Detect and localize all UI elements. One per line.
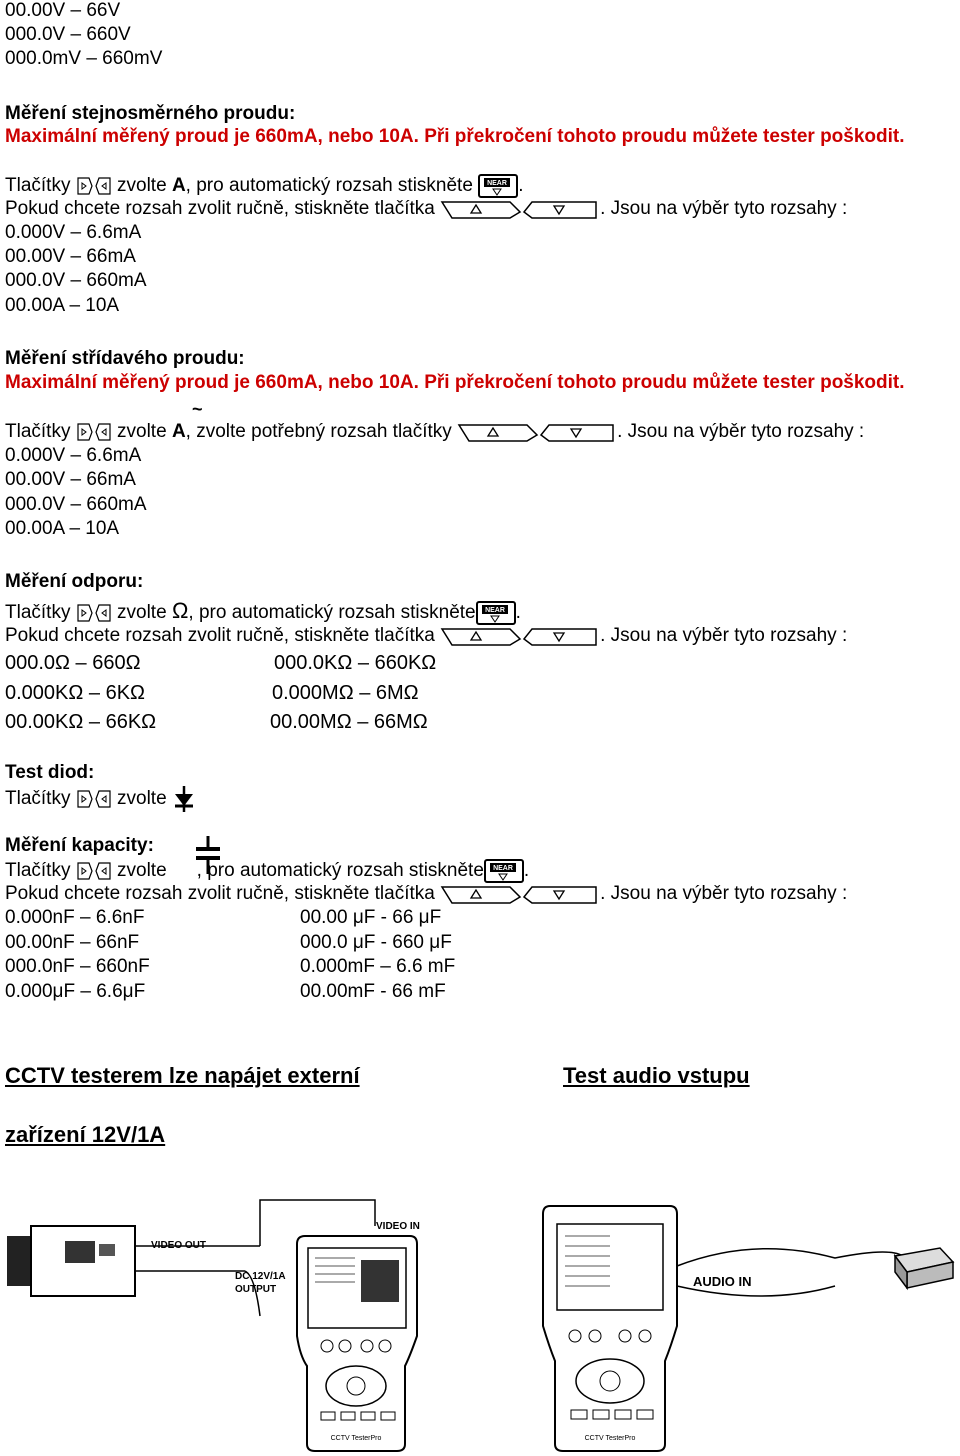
- dc-manual-line: [5, 198, 847, 220]
- capacity-heading: Měření kapacity:: [5, 835, 154, 856]
- res-line1-d: .: [515, 602, 521, 623]
- cap-range-right-4: 00.00mF - 66 mF: [300, 981, 446, 1002]
- res-range-right-1: 000.0KΩ – 660KΩ: [274, 652, 437, 674]
- dc-line1-d: .: [518, 175, 524, 197]
- cap-range-right-2: 000.0 μF - 660 μF: [300, 932, 452, 953]
- ac-range-3: 000.0V – 660mA: [5, 494, 147, 515]
- select-buttons-icon: [76, 789, 112, 809]
- power-heading-2: zařízení 12V/1A: [5, 1122, 166, 1147]
- res-line2-b: . Jsou na výběr tyto rozsahy :: [600, 625, 848, 647]
- res-line1-b: zvolte: [117, 602, 167, 623]
- ac-heading: Měření střídavého proudu:: [5, 348, 245, 369]
- cap-range-left-2: 00.00nF – 66nF: [5, 932, 140, 953]
- tester-name-right: CCTV TesterPro: [584, 1435, 636, 1442]
- svg-text:NEAR: NEAR: [492, 865, 513, 872]
- resistance-heading: Měření odporu:: [5, 571, 144, 592]
- ac-range-1: 0.000V – 6.6mA: [5, 445, 142, 466]
- video-in-label: VIDEO IN: [376, 1221, 420, 1232]
- cap-range-left-1: 0.000nF – 6.6nF: [5, 907, 145, 928]
- video-out-label: VIDEO OUT: [151, 1240, 207, 1251]
- near-button-icon: [484, 859, 524, 883]
- capacity-select-line: [5, 859, 529, 883]
- up-down-buttons-icon: [457, 421, 617, 443]
- ac-warning-b: Při překročení tohoto proudu můžete tester poškodit.: [424, 372, 905, 393]
- ac-tilde: ~: [192, 399, 203, 419]
- dc-range-1: 0.000V – 6.6mA: [5, 222, 142, 243]
- cap-line2-b: . Jsou na výběr tyto rozsahy :: [600, 883, 848, 905]
- select-buttons-icon: [76, 603, 112, 623]
- res-range-left-3: 00.00KΩ – 66KΩ: [5, 711, 157, 733]
- dc-line2-a: Pokud chcete rozsah zvolit ručně, stiskněte tlačítka: [5, 198, 435, 220]
- cap-line1-d: .: [523, 860, 530, 882]
- diode-icon: [172, 786, 196, 812]
- figure-audio: [535, 1196, 955, 1454]
- camera-icon: [7, 1226, 260, 1296]
- cap-range-left-3: 000.0nF – 660nF: [5, 956, 150, 977]
- dc-select-line: [5, 174, 523, 198]
- cap-line1-a: Tlačítky: [5, 860, 71, 882]
- top-range-3: 000.0mV – 660mV: [5, 48, 163, 69]
- res-range-left-1: 000.0Ω – 660Ω: [5, 652, 141, 674]
- ac-warning: [5, 372, 905, 394]
- resistance-manual-line: [5, 625, 847, 647]
- ac-warning-a: Maximální měřený proud je 660mA, nebo 10A.: [5, 372, 419, 393]
- dc-range-2: 00.00V – 66mA: [5, 246, 136, 267]
- tester-name-left: CCTV TesterPro: [330, 1435, 382, 1442]
- figure-power-video: [5, 1196, 425, 1454]
- res-line1-a: Tlačítky: [5, 602, 71, 623]
- svg-text:NEAR: NEAR: [487, 180, 508, 187]
- cap-range-right-1: 00.00 μF - 66 μF: [300, 907, 442, 928]
- ac-select-line: [5, 421, 864, 443]
- svg-text:NEAR: NEAR: [484, 606, 505, 614]
- up-down-buttons-icon: [440, 883, 600, 905]
- audio-source-device-icon: [895, 1248, 953, 1288]
- cap-range-right-3: 0.000mF – 6.6 mF: [300, 956, 456, 977]
- dc-range-3: 000.0V – 660mA: [5, 270, 147, 291]
- dc-output-label-2: OUTPUT: [235, 1284, 277, 1295]
- ac-line1-c: , zvolte potřebný rozsah tlačítky: [185, 421, 452, 443]
- select-buttons-icon: [76, 422, 112, 442]
- select-buttons-icon: [76, 176, 112, 196]
- res-range-left-2: 0.000KΩ – 6KΩ: [5, 682, 145, 704]
- cap-line1-b: zvolte: [117, 860, 167, 882]
- dc-line1-a: Tlačítky: [5, 175, 71, 197]
- resistance-select-line: [5, 600, 521, 625]
- dc-line1-unit: A: [171, 175, 186, 197]
- ac-range-2: 00.00V – 66mA: [5, 469, 136, 490]
- cap-line2-a: Pokud chcete rozsah zvolit ručně, stiskněte tlačítka: [5, 883, 435, 905]
- power-heading-1: CCTV testerem lze napájet externí: [5, 1063, 360, 1088]
- dc-warning: Maximální měřený proud je 660mA, nebo 10A. Při překročení tohoto proudu můžete tester poškodit.: [5, 126, 905, 147]
- capacity-manual-line: [5, 883, 847, 905]
- res-range-right-3: 00.00MΩ – 66MΩ: [270, 711, 428, 733]
- dc-heading: Měření stejnosměrného proudu:: [5, 103, 296, 124]
- near-button-icon: [476, 601, 516, 625]
- ac-line1-d: . Jsou na výběr tyto rozsahy :: [617, 421, 865, 443]
- tester-device-icon: [297, 1236, 417, 1451]
- ac-line1-b: zvolte: [117, 421, 167, 443]
- near-button-icon: [478, 174, 518, 198]
- dc-line1-c: , pro automatický rozsah stiskněte: [185, 175, 473, 197]
- cap-line1-c: , pro automatický rozsah stiskněte: [196, 860, 484, 882]
- cap-range-left-4: 0.000μF – 6.6μF: [5, 981, 146, 1002]
- diode-line-a: Tlačítky: [5, 788, 71, 810]
- select-buttons-icon: [76, 861, 112, 881]
- up-down-buttons-icon: [440, 198, 600, 220]
- tester-device-icon: [543, 1206, 677, 1451]
- diode-line: [5, 786, 196, 812]
- diode-line-b: zvolte: [117, 788, 167, 810]
- audio-heading: Test audio vstupu: [563, 1063, 750, 1088]
- top-range-1: 00.00V – 66V: [5, 0, 121, 21]
- ac-line1-unit: A: [171, 421, 186, 443]
- top-range-2: 000.0V – 660V: [5, 24, 131, 45]
- up-down-buttons-icon: [440, 625, 600, 647]
- res-range-right-2: 0.000MΩ – 6MΩ: [272, 682, 419, 704]
- dc-line2-b: . Jsou na výběr tyto rozsahy :: [600, 198, 848, 220]
- res-line2-a: Pokud chcete rozsah zvolit ručně, stiskněte tlačítka: [5, 625, 435, 647]
- ac-range-4: 00.00A – 10A: [5, 518, 120, 539]
- diode-heading: Test diod:: [5, 762, 95, 783]
- audio-in-label: AUDIO IN: [693, 1274, 752, 1289]
- res-line1-c: , pro automatický rozsah stiskněte: [188, 602, 476, 623]
- dc-output-label-1: DC 12V/1A: [235, 1271, 286, 1282]
- res-line1-unit: Ω: [171, 598, 189, 623]
- ac-line1-a: Tlačítky: [5, 421, 71, 443]
- dc-line1-b: zvolte: [117, 175, 167, 197]
- dc-range-4: 00.00A – 10A: [5, 295, 120, 316]
